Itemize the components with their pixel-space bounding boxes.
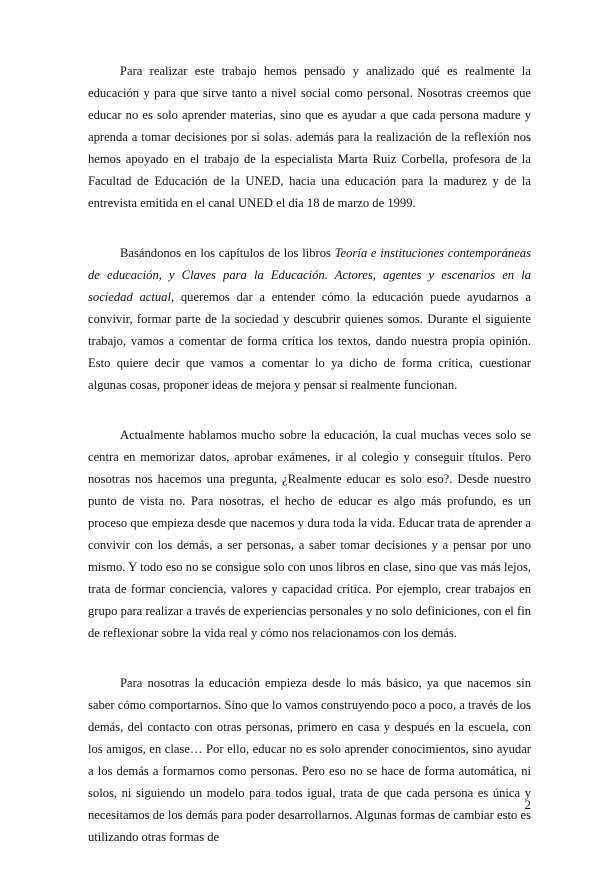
paragraph-4-text: Para nosotras la educación empieza desde lo más básico, ya que nacemos sin saber cómo comportarnos. Sino que lo vamos construyendo poco a poco, a través de los demás, del contacto con otras personas, primero en casa y después en la escuela, con los amigos, en clase… Por ello, educar no es solo aprender conocimientos, sino ayudar a los demás a formarnos como personas. Pero eso no se hace de forma automática, ni solos, ni siguiendo un modelo para todos igual, trata de que cada persona es única y necesitamos de los demás para poder desarrollarnos. Algunas formas de cambiar esto es utilizando otras formas de <box>88 676 531 844</box>
paragraph-2 <box>88 242 531 396</box>
paragraph-2-text-end: queremos dar a entender cómo la educación puede ayudarnos a convivir, formar parte de la sociedad y descubrir quienes somos. Durante el siguiente trabajo, vamos a comentar de forma crítica los textos, dando nuestra propia opinión. Esto quiere decir que vamos a comentar lo ya dicho de forma crítica, cuestionar algunas cosas, proponer ideas de mejora y pensar si realmente funcionan. <box>88 290 532 392</box>
paragraph-3-text: Actualmente hablamos mucho sobre la educación, la cual muchas veces solo se centra en memorizar datos, aprobar exámenes, ir al colegio y conseguir títulos. Pero nosotras nos hacemos una pregunta, ¿Realmente educar es solo eso?. Desde nuestro punto de vista no. Para nosotras, el hecho de educar es algo más profundo, es un proceso que empieza desde que nacemos y dura toda la vida. Educar trata de aprender a convivir con los demás, a ser personas, a saber tomar decisiones y a pensar por uno mismo. Y todo eso no se consigue solo con unos libros en clase, sino que vas más lejos, trata de formar conciencia, valores y capacidad crítica. Por ejemplo, crear trabajos en grupo para realizar a través de experiencias personales y no solo definiciones, con el fin de reflexionar sobre la vida real y cómo nos relacionamos con los demás. <box>88 428 531 640</box>
book-titles: Teoría e instituciones contemporáneas de educación, y Claves para la Educación. Actores, agentes y escenarios en la sociedad actual, <box>88 246 531 304</box>
body-text <box>88 60 531 876</box>
page-number: 2 <box>524 797 531 812</box>
paragraph-2-text-start: Basándonos en los capítulos de los libros <box>120 246 335 260</box>
paragraph-4 <box>88 672 531 848</box>
paragraph-1-text: Para realizar este trabajo hemos pensado y analizado qué es realmente la educación y para que sirve tanto a nivel social como personal. Nosotras creemos que educar no es solo aprender materias, sino que es ayudar a que cada persona madure y aprenda a tomar decisiones por si solas. además para la realización de la reflexión nos hemos apoyado en el trabajo de la especialista Marta Ruiz Corbella, profesora de la Facultad de Educación de la UNED, hacia una educación para la madurez y de la entrevista emitida en el canal UNED el día 18 de marzo de 1999. <box>88 64 531 210</box>
paragraph-1 <box>88 60 531 214</box>
paragraph-3 <box>88 424 531 644</box>
